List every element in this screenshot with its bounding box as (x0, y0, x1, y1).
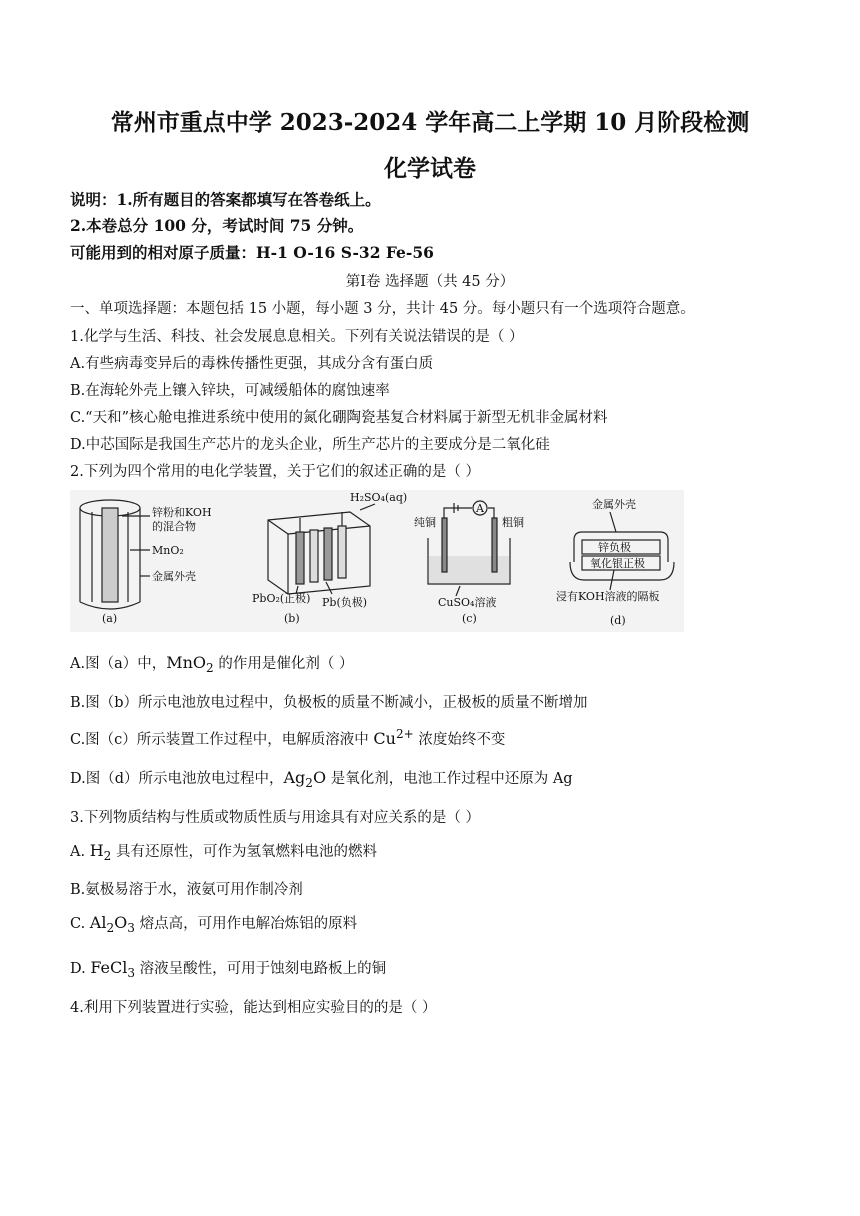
d-caption: (d) (610, 614, 626, 627)
b-label-h2so4: H₂SO₄(aq) (350, 491, 408, 504)
q2-option-b: B.图（b）所示电池放电过程中，负极板的质量不断减小，正极板的质量不断增加 (70, 695, 588, 711)
q3-c-pre: C. (70, 916, 90, 932)
a-label-zinc-koh: 锌粉和KOH (152, 506, 212, 519)
q1-stem: 1.化学与生活、科技、社会发展息息相关。下列有关说法错误的是（ ） (70, 329, 524, 345)
d-label-separator: 浸有KOH溶液的隔板 (556, 590, 660, 603)
q3-d-post: 溶液呈酸性，可用于蚀刻电路板上的铜 (135, 961, 387, 977)
q2-c-formula: Cu (373, 728, 396, 748)
section-heading: 第Ⅰ卷 选择题（共 45 分） (345, 274, 515, 290)
c-label-crude-copper: 粗铜 (502, 516, 524, 529)
q3-stem: 3.下列物质结构与性质或物质性质与用途具有对应关系的是（ ） (70, 810, 480, 826)
device-a-dry-cell (80, 500, 150, 609)
q2-c-sup: 2+ (395, 727, 414, 741)
device-c-electrolysis-cell (428, 501, 510, 596)
note-atomic-masses: 可能用到的相对原子质量：H-1 O-16 S-32 Fe-56 (70, 243, 434, 262)
q2-option-a (70, 652, 353, 675)
q2-a-formula: MnO (166, 653, 207, 672)
q3-d-pre: D. (70, 961, 91, 977)
electrochemical-devices-figure (70, 490, 684, 632)
d-label-metal-shell: 金属外壳 (592, 498, 636, 511)
q1-option-c: C.“天和”核心舱电推进系统中使用的氮化硼陶瓷基复合材料属于新型无机非金属材料 (70, 410, 608, 426)
q2-c-pre: C.图（c）所示装置工作过程中，电解质溶液中 (70, 731, 374, 748)
q3-c-post: 熔点高，可用作电解冶炼铝的原料 (134, 916, 358, 932)
q1-option-a: A.有些病毒变异后的毒株传播性更强，其成分含有蛋白质 (70, 356, 434, 372)
q2-option-d (70, 767, 573, 790)
q2-c-post: 浓度始终不变 (413, 731, 506, 748)
q3-c-sub2: 3 (127, 920, 135, 935)
note-answers: 说明：1.所有题目的答案都填写在答卷纸上。 (70, 190, 381, 209)
q1-option-b: B.在海轮外壳上镶入锌块，可减缓船体的腐蚀速率 (70, 383, 390, 399)
q2-d-formula2: O (312, 768, 327, 787)
q3-a-post: 具有还原性，可作为氢氧燃料电池的燃料 (111, 844, 377, 860)
c-label-cuso4: CuSO₄溶液 (438, 596, 497, 609)
q2-d-pre: D.图（d）所示电池放电过程中， (70, 771, 284, 787)
d-label-silver-oxide: 氧化银正极 (590, 557, 645, 570)
q3-d-sub: 3 (127, 965, 136, 980)
document-title: 常州市重点中学 2023-2024 学年高二上学期 10 月阶段检测 (110, 109, 750, 136)
q3-c-formula2: O (114, 913, 128, 932)
q4-stem: 4.利用下列装置进行实验，能达到相应实验目的的是（ ） (70, 1000, 437, 1016)
document-subtitle: 化学试卷 (384, 155, 476, 182)
d-label-zinc-anode: 锌负极 (598, 541, 631, 554)
c-label-pure-copper: 纯铜 (414, 516, 436, 529)
q3-option-a (70, 840, 377, 863)
a-label-mixture: 的混合物 (152, 520, 196, 533)
a-caption: (a) (102, 612, 118, 625)
q2-d-sub: 2 (305, 775, 313, 790)
q2-option-c (70, 727, 505, 749)
device-b-lead-acid-battery (268, 504, 375, 594)
q3-a-sub: 2 (103, 848, 112, 863)
note-score-time: 2.本卷总分 100 分，考试时间 75 分钟。 (70, 216, 364, 235)
q3-option-c (70, 912, 357, 935)
c-ammeter-label: A (476, 502, 484, 515)
q2-d-formula: Ag (283, 768, 306, 787)
figure-svg (70, 490, 684, 632)
q3-a-formula: H (89, 841, 104, 860)
a-label-mno2: MnO₂ (152, 544, 184, 557)
section-instruction: 一、单项选择题：本题包括 15 小题，每小题 3 分，共计 45 分。每小题只有一个选项符合题意。 (70, 301, 695, 317)
q2-a-sub: 2 (206, 660, 214, 675)
a-label-metal-shell: 金属外壳 (152, 570, 196, 583)
b-label-pb: Pb(负极) (322, 596, 368, 609)
b-caption: (b) (284, 612, 300, 625)
b-label-pbo2: PbO₂(正极) (252, 592, 311, 605)
q3-a-pre: A. (70, 844, 90, 860)
q3-c-formula: Al (89, 913, 107, 932)
q2-d-post: 是氧化剂，电池工作过程中还原为 Ag (326, 771, 573, 787)
q2-stem: 2.下列为四个常用的电化学装置，关于它们的叙述正确的是（ ） (70, 464, 480, 480)
q3-option-d (70, 957, 386, 980)
q3-c-sub1: 2 (106, 920, 115, 935)
c-caption: (c) (462, 612, 477, 625)
q3-d-formula: FeCl (90, 958, 128, 977)
q3-option-b: B.氨极易溶于水，液氨可用作制冷剂 (70, 882, 303, 898)
q2-a-pre: A.图（a）中， (70, 656, 167, 672)
q2-a-post: 的作用是催化剂（ ） (213, 656, 354, 672)
q1-option-d: D.中芯国际是我国生产芯片的龙头企业，所生产芯片的主要成分是二氧化硅 (70, 437, 550, 453)
